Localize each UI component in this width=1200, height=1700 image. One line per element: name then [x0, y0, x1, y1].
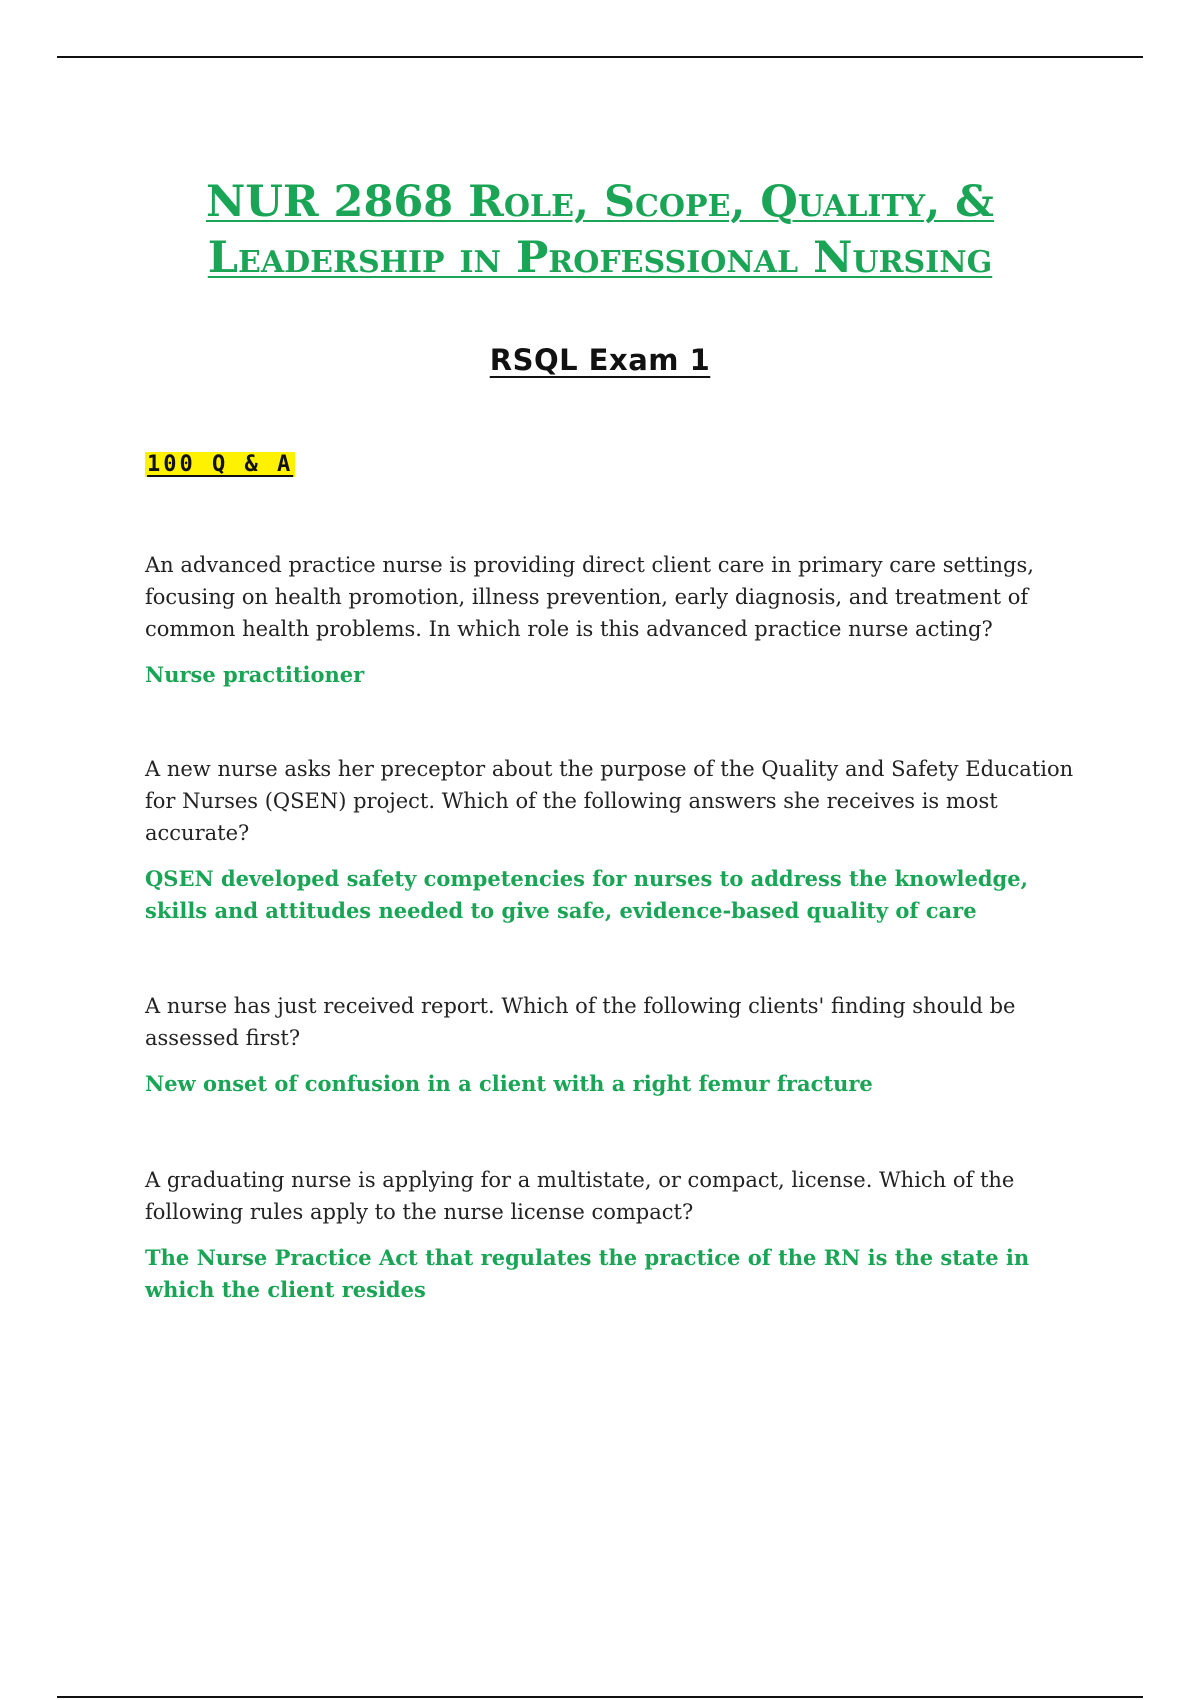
answer-text: Nurse practitioner: [145, 662, 365, 687]
document-title: [60, 174, 1140, 286]
title-line-1: NUR 2868 Role, Scope, Quality, &: [206, 176, 994, 227]
answer-text: The Nurse Practice Act that regulates the practice of the RN is the state in which the client resides: [145, 1245, 1030, 1302]
top-rule: [57, 56, 1143, 58]
question-text: A graduating nurse is applying for a multistate, or compact, license. Which of the following rules apply to the nurse license compact?: [145, 1168, 1015, 1224]
answer-text: New onset of confusion in a client with a right femur fracture: [145, 1071, 873, 1096]
question-text: A nurse has just received report. Which of the following clients' finding should be assessed first?: [145, 994, 1016, 1050]
answer-text: QSEN developed safety competencies for nurses to address the knowledge, skills and attitudes needed to give safe, evidence-based quality of care: [145, 866, 1028, 923]
qa-item-4: [145, 1164, 1085, 1306]
qa-item-1: [145, 549, 1085, 691]
exam-subtitle-text: RSQL Exam 1: [489, 343, 711, 377]
title-line-2: Leadership in Professional Nursing: [207, 232, 993, 283]
question-text: A new nurse asks her preceptor about the purpose of the Quality and Safety Education for Nurses (QSEN) project. Which of the following answers she receives is most accurate?: [145, 757, 1074, 845]
question-count-badge: 100 Q & A: [147, 452, 294, 477]
exam-subtitle: [0, 343, 1200, 377]
bottom-rule: [57, 1696, 1143, 1698]
question-text: An advanced practice nurse is providing direct client care in primary care settings, focusing on health promotion, illness prevention, early diagnosis, and treatment of common health problems. In which role is this advanced practice nurse acting?: [145, 553, 1034, 641]
qa-item-3: [145, 990, 1085, 1100]
qa-item-2: [145, 753, 1085, 927]
